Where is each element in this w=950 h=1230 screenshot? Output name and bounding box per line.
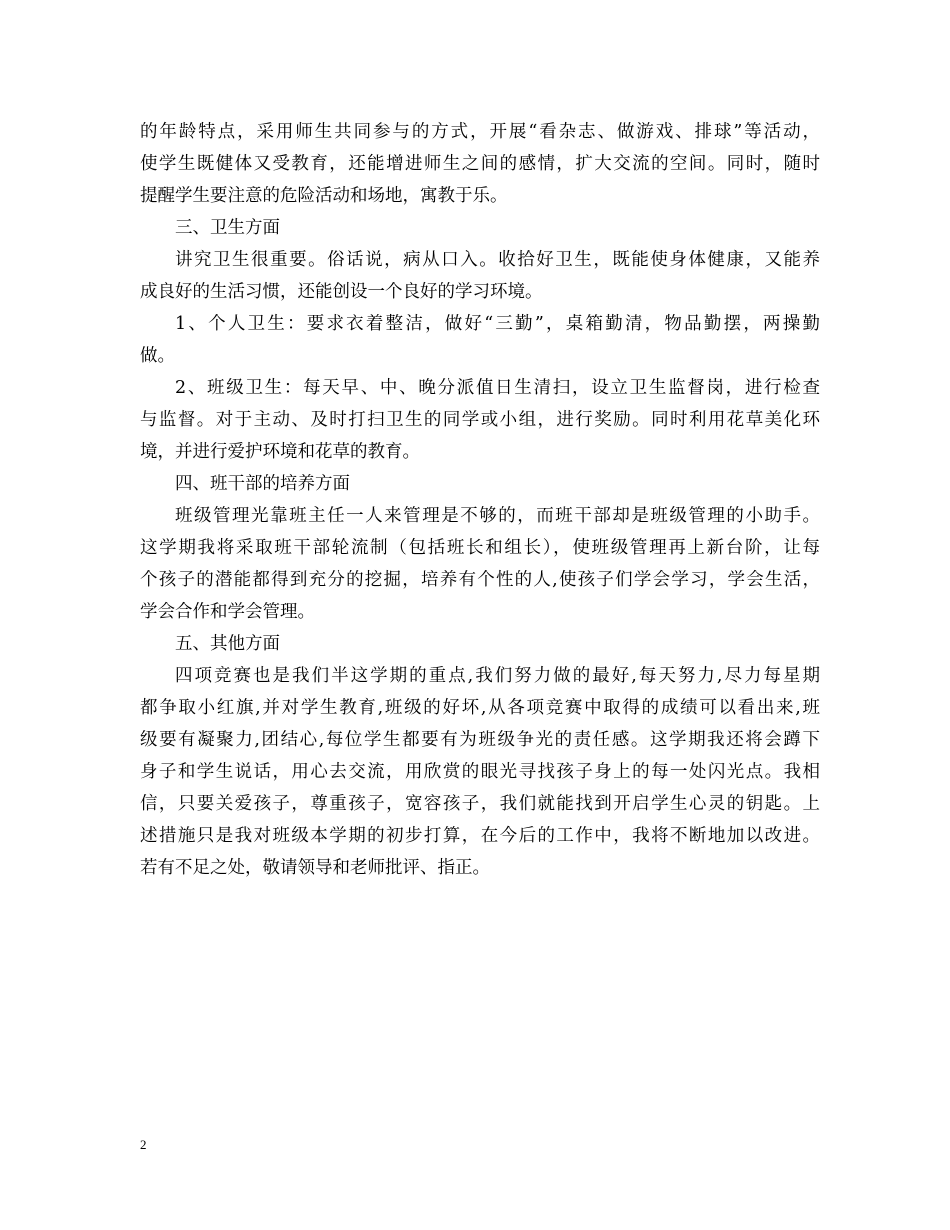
text-line: 这学期我将采取班干部轮流制（包括班长和组长），使班级管理再上新台阶，让每 [140,538,820,558]
text-line: 1、个人卫生：要求衣着整洁，做好“三勤”，桌箱勤清，物品勤摆，两操勤 [175,314,820,334]
text-line: 四项竞赛也是我们半这学期的重点,我们努力做的最好,每天努力,尽力每星期 [175,666,820,686]
text-line: 述措施只是我对班级本学期的初步打算，在今后的工作中，我将不断地加以改进。 [140,826,820,846]
text-line: 身子和学生说话，用心去交流，用欣赏的眼光寻找孩子身上的每一处闪光点。我相 [140,762,820,782]
text-line: 班级管理光靠班主任一人来管理是不够的，而班干部却是班级管理的小助手。 [175,506,820,526]
text-line: 学会合作和学会管理。 [140,602,315,622]
section-heading: 三、卫生方面 [175,218,280,238]
section-heading: 五、其他方面 [175,634,280,654]
section-heading: 四、班干部的培养方面 [175,474,350,494]
text-line: 境，并进行爱护环境和花草的教育。 [140,442,420,462]
text-line: 使学生既健体又受教育，还能增进师生之间的感情，扩大交流的空间。同时，随时 [140,154,820,174]
text-line: 级要有凝聚力,团结心,每位学生都要有为班级争光的责任感。这学期我还将会蹲下 [140,730,820,750]
text-line: 个孩子的潜能都得到充分的挖掘，培养有个性的人,使孩子们学会学习，学会生活， [140,570,820,590]
text-line: 都争取小红旗,并对学生教育,班级的好坏,从各项竞赛中取得的成绩可以看出来,班 [140,698,820,718]
text-line: 信，只要关爱孩子，尊重孩子，宽容孩子，我们就能找到开启学生心灵的钥匙。上 [140,794,820,814]
text-line: 与监督。对于主动、及时打扫卫生的同学或小组，进行奖励。同时利用花草美化环 [140,410,820,430]
text-line: 讲究卫生很重要。俗话说，病从口入。收拾好卫生，既能使身体健康，又能养 [175,250,820,270]
page-number: 2 [140,1137,147,1152]
body-text [140,116,820,884]
text-line: 做。 [140,346,175,366]
text-line: 成良好的生活习惯，还能创设一个良好的学习环境。 [140,282,543,302]
text-line: 提醒学生要注意的危险活动和场地，寓教于乐。 [140,186,508,206]
text-line: 的年龄特点，采用师生共同参与的方式，开展“看杂志、做游戏、排球”等活动， [140,122,820,142]
text-line: 若有不足之处，敬请领导和老师批评、指正。 [140,858,490,878]
text-line: 2、班级卫生：每天早、中、晚分派值日生清扫，设立卫生监督岗，进行检查 [175,378,820,398]
